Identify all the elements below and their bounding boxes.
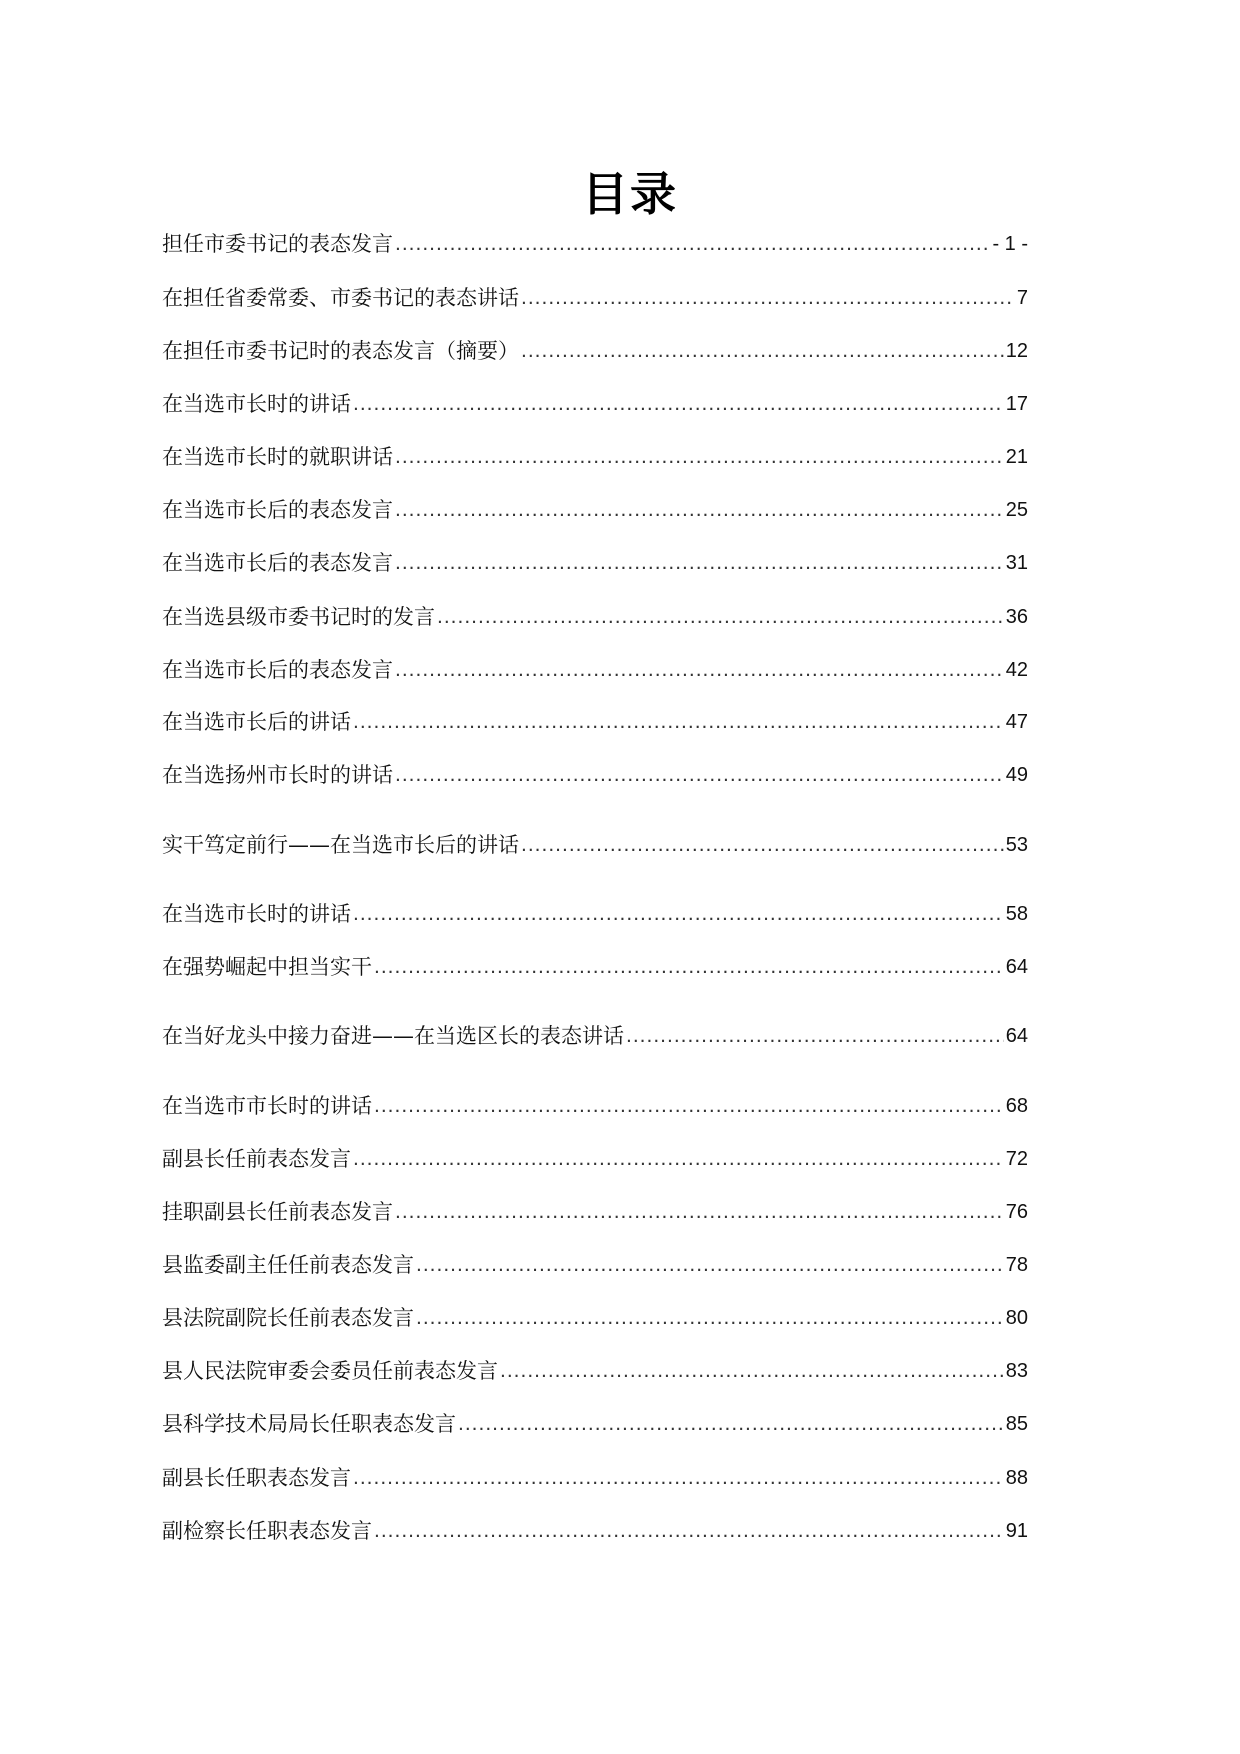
entry-title: 在担任省委常委、市委书记的表态讲话 — [162, 286, 519, 310]
entry-title: 副检察长任职表态发言 — [162, 1519, 372, 1543]
entry-title: 在担任市委书记时的表态发言（摘要） — [162, 339, 519, 363]
toc-entry[interactable] — [162, 1248, 1028, 1282]
entry-title: 在当选市长后的表态发言 — [162, 498, 393, 522]
dot-leader — [353, 1142, 1004, 1176]
entry-page-number: 64 — [1005, 956, 1028, 978]
dot-leader — [374, 1514, 1004, 1548]
entry-page-number: 83 — [1005, 1360, 1028, 1382]
dot-leader — [353, 387, 1004, 421]
toc-entry[interactable] — [162, 281, 1028, 315]
toc-entry[interactable] — [162, 227, 1028, 261]
entry-page-number: 42 — [1005, 659, 1028, 681]
dot-leader — [374, 1089, 1004, 1123]
toc-entry[interactable] — [162, 493, 1028, 527]
toc-entry[interactable] — [162, 1142, 1028, 1176]
entry-page-number: 85 — [1005, 1413, 1028, 1435]
entry-page-number: 21 — [1005, 446, 1028, 468]
toc-entry[interactable] — [162, 440, 1028, 474]
dot-leader — [521, 334, 1004, 368]
toc-entry[interactable] — [162, 705, 1028, 739]
toc-entry[interactable] — [162, 1514, 1028, 1548]
entry-title: 县监委副主任任前表态发言 — [162, 1253, 414, 1277]
dot-leader — [500, 1354, 1004, 1388]
dot-leader — [395, 1195, 1004, 1229]
toc-entry[interactable] — [162, 1089, 1028, 1123]
dot-leader — [416, 1248, 1004, 1282]
toc-entry[interactable] — [162, 758, 1028, 792]
entry-title: 县法院副院长任前表态发言 — [162, 1306, 414, 1330]
dot-leader — [395, 546, 1004, 580]
entry-page-number: - 1 - — [992, 233, 1028, 255]
toc-entry[interactable] — [162, 1407, 1028, 1441]
entry-title: 在当好龙头中接力奋进 — [162, 1024, 372, 1048]
toc-entry[interactable] — [162, 1195, 1028, 1229]
dot-leader — [626, 1019, 1004, 1053]
entry-title: 在当选县级市委书记时的发言 — [162, 605, 435, 629]
entry-title: 副县长任职表态发言 — [162, 1466, 351, 1490]
entry-page-number: 12 — [1005, 340, 1028, 362]
toc-entry[interactable] — [162, 600, 1028, 634]
entry-title: 担任市委书记的表态发言 — [162, 232, 393, 256]
entry-title: 在当选市长时的就职讲话 — [162, 445, 393, 469]
entry-title: 在当选市长时的讲话 — [162, 902, 351, 926]
toc-entry[interactable] — [162, 1461, 1028, 1495]
entry-title: 县科学技术局局长任职表态发言 — [162, 1412, 456, 1436]
entry-page-number: 76 — [1005, 1201, 1028, 1223]
entry-page-number: 88 — [1005, 1467, 1028, 1489]
dot-leader — [353, 705, 1004, 739]
dot-leader — [353, 1461, 1004, 1495]
dot-leader — [521, 281, 1015, 315]
entry-title: 实干笃定前行 — [162, 833, 288, 857]
entry-page-number: 72 — [1005, 1148, 1028, 1170]
dot-leader — [395, 440, 1004, 474]
entry-title: 挂职副县长任前表态发言 — [162, 1200, 393, 1224]
dot-leader — [458, 1407, 1004, 1441]
entry-title: 在当选扬州市长时的讲话 — [162, 763, 393, 787]
entry-page-number: 25 — [1005, 499, 1028, 521]
toc-entry[interactable] — [162, 546, 1028, 580]
dot-leader — [374, 950, 1004, 984]
entry-page-number: 78 — [1005, 1254, 1028, 1276]
dot-leader — [437, 600, 1004, 634]
entry-title: 在当选市长时的讲话 — [162, 392, 351, 416]
entry-page-number: 53 — [1005, 834, 1028, 856]
toc-entry[interactable] — [162, 387, 1028, 421]
entry-page-number: 64 — [1005, 1025, 1028, 1047]
entry-title: 在当选市长后的表态发言 — [162, 658, 393, 682]
dot-leader — [416, 1301, 1004, 1335]
entry-page-number: 91 — [1005, 1520, 1028, 1542]
toc-entry[interactable] — [162, 334, 1028, 368]
toc-entry[interactable] — [162, 653, 1028, 687]
entry-subtitle: ——在当选市长后的讲话 — [288, 833, 519, 857]
entry-page-number: 80 — [1005, 1307, 1028, 1329]
toc-entry[interactable] — [162, 828, 1028, 862]
dot-leader — [521, 828, 1004, 862]
entry-page-number: 68 — [1005, 1095, 1028, 1117]
toc-entry[interactable] — [162, 1019, 1028, 1053]
entry-title: 在强势崛起中担当实干 — [162, 955, 372, 979]
toc-entry[interactable] — [162, 1301, 1028, 1335]
entry-page-number: 47 — [1005, 711, 1028, 733]
dot-leader — [395, 493, 1004, 527]
entry-page-number: 58 — [1005, 903, 1028, 925]
entry-page-number: 49 — [1005, 764, 1028, 786]
toc-entry[interactable] — [162, 950, 1028, 984]
entry-title: 在当选市长后的讲话 — [162, 710, 351, 734]
dot-leader — [395, 758, 1004, 792]
dot-leader — [395, 653, 1004, 687]
entry-page-number: 36 — [1005, 606, 1028, 628]
entry-page-number: 7 — [1016, 287, 1028, 309]
entry-title: 副县长任前表态发言 — [162, 1147, 351, 1171]
entry-page-number: 31 — [1005, 552, 1028, 574]
entry-subtitle: ——在当选区长的表态讲话 — [372, 1024, 624, 1048]
toc-entry[interactable] — [162, 1354, 1028, 1388]
toc-title: 目录 — [582, 167, 678, 221]
toc-entry[interactable] — [162, 897, 1028, 931]
dot-leader — [395, 227, 990, 261]
entry-title: 在当选市长后的表态发言 — [162, 551, 393, 575]
entry-title: 在当选市市长时的讲话 — [162, 1094, 372, 1118]
dot-leader — [353, 897, 1004, 931]
entry-page-number: 17 — [1005, 393, 1028, 415]
entry-title: 县人民法院审委会委员任前表态发言 — [162, 1359, 498, 1383]
